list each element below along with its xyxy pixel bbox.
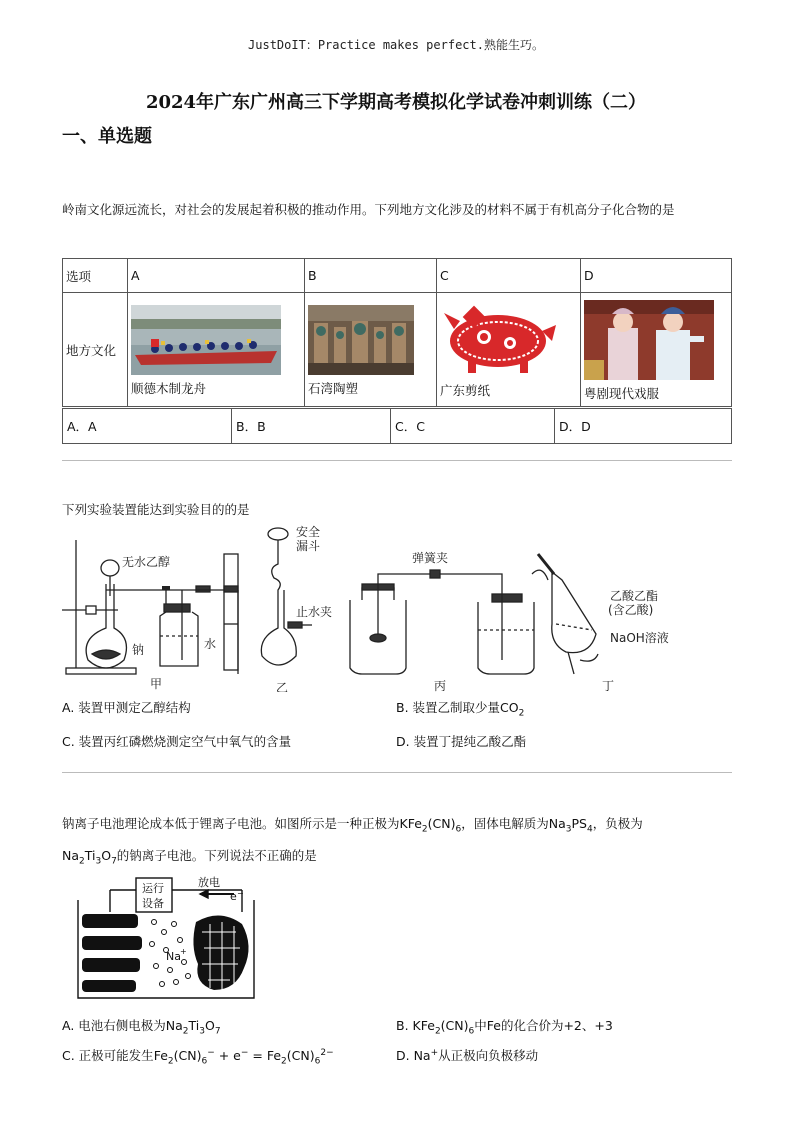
section-heading: 一、单选题 — [62, 126, 152, 147]
question-1-options — [62, 408, 732, 444]
question-2-apparatus-figure — [62, 524, 702, 692]
ceramic-sculpture-photo — [308, 305, 414, 375]
question-3-stem-line2: $Na_2Ti_3O_7$的钠离子电池。下列说法不正确的是 — [62, 848, 317, 867]
option-d[interactable]: D．D — [555, 409, 732, 444]
label-naoh: NaOH溶液 — [610, 631, 669, 645]
question-1-table — [62, 258, 732, 407]
paper-cut-photo — [440, 303, 558, 377]
label-funnel-2: 漏斗 — [296, 539, 321, 553]
label-electron: e — [230, 890, 237, 903]
q3-stem-part3: ，负极为 — [592, 816, 643, 831]
svg-text:−: − — [237, 889, 244, 898]
col-letter-b: B — [305, 259, 437, 293]
svg-text:+: + — [180, 947, 187, 956]
page-header: JustDoIT：Practice makes perfect.熟能生巧。 — [248, 38, 544, 52]
label-funnel-1: 安全 — [296, 525, 321, 539]
q3-option-c[interactable]: C. 正极可能发生$Fe_2(CN)_6^- + e^- = Fe_2(CN)_6^{2-}$ — [62, 1047, 334, 1067]
option-c[interactable]: C．C — [391, 409, 555, 444]
q2-option-b-text: B. 装置乙制取少量CO — [396, 700, 519, 715]
table-row-label-option: 选项 — [63, 259, 128, 293]
label-device-1: 运行 — [142, 882, 164, 895]
divider-2 — [62, 772, 732, 773]
label-na-ion: Na — [166, 950, 181, 963]
col-letter-c: C — [437, 259, 581, 293]
q3-option-c-text: C. 正极可能发生 — [62, 1048, 154, 1063]
q3-stem-part2: ，固体电解质为Na — [461, 816, 566, 831]
label-stopcock: 止水夹 — [296, 605, 333, 619]
q3-option-d-end: 从正极向负极移动 — [438, 1048, 539, 1063]
col-letter-a: A — [128, 259, 305, 293]
label-ethanol: 无水乙醇 — [122, 555, 171, 569]
label-yi: 乙 — [276, 681, 289, 692]
q2-option-b[interactable] — [396, 698, 524, 719]
col-letter-d: D — [581, 259, 732, 293]
cell-culture-c — [437, 293, 581, 407]
label-jia: 甲 — [150, 677, 163, 691]
caption-b: 石湾陶塑 — [308, 380, 359, 396]
caption-a: 顺德木制龙舟 — [131, 380, 207, 396]
q3-stem-part1: 钠离子电池理论成本低于锂离子电池。如图所示是一种正极为KFe — [62, 816, 422, 831]
q3-stem-line2-end: 的钠离子电池。下列说法不正确的是 — [116, 848, 317, 863]
label-device-2: 设备 — [142, 897, 164, 910]
label-ester-2: (含乙酸) — [608, 603, 654, 617]
q2-option-b-subscript: 2 — [518, 708, 525, 719]
q2-option-c[interactable]: C. 装置丙红磷燃烧测定空气中氧气的含量 — [62, 734, 292, 749]
q3-option-d[interactable]: D. Na+从正极向负极移动 — [396, 1047, 539, 1063]
caption-c: 广东剪纸 — [440, 382, 491, 398]
cell-culture-a — [128, 293, 305, 407]
q3-option-d-text: D. Na — [396, 1048, 431, 1063]
label-discharge: 放电 — [198, 876, 220, 889]
q3-option-b-text: 中Fe的化合价为+2、+3 — [474, 1018, 613, 1033]
table-row-label-culture: 地方文化 — [63, 293, 128, 407]
label-water: 水 — [204, 637, 217, 651]
label-sodium: 钠 — [132, 643, 145, 657]
divider-1 — [62, 460, 732, 461]
option-a[interactable]: A．A — [63, 409, 232, 444]
caption-d: 粤剧现代戏服 — [584, 385, 660, 401]
label-clip: 弹簧夹 — [412, 551, 449, 565]
label-ding: 丁 — [602, 679, 615, 692]
question-3-stem: 钠离子电池理论成本低于锂离子电池。如图所示是一种正极为$KFe_2(CN)_6$，固体电解质为$Na_3PS_4$，负极为 — [62, 816, 643, 835]
cell-culture-d — [581, 293, 732, 407]
label-ester-1: 乙酸乙酯 — [610, 589, 659, 603]
q3-option-a-text: A. 电池右侧电极为 — [62, 1018, 166, 1033]
cell-culture-b — [305, 293, 437, 407]
opera-costume-photo — [584, 300, 714, 380]
q3-option-b[interactable]: B. $KFe_2(CN)_6$中Fe的化合价为+2、+3 — [396, 1018, 613, 1037]
dragon-boat-photo — [131, 305, 281, 375]
question-2-stem: 下列实验装置能达到实验目的的是 — [62, 502, 250, 517]
question-3-battery-figure — [70, 872, 270, 1006]
q3-option-b-prefix: B. — [396, 1018, 413, 1033]
option-b[interactable]: B．B — [232, 409, 391, 444]
label-bing: 丙 — [434, 679, 447, 692]
q3-option-a[interactable]: A. 电池右侧电极为$Na_2Ti_3O_7$ — [62, 1018, 221, 1037]
q2-option-d[interactable]: D. 装置丁提纯乙酸乙酯 — [396, 734, 527, 749]
page-title: 2024年广东广州高三下学期高考模拟化学试卷冲刺训练（二） — [145, 92, 647, 113]
q2-option-a[interactable]: A. 装置甲测定乙醇结构 — [62, 700, 191, 715]
question-1-stem: 岭南文化源远流长，对社会的发展起着积极的推动作用。下列地方文化涉及的材料不属于有机高分子化合物的是 — [62, 202, 675, 217]
